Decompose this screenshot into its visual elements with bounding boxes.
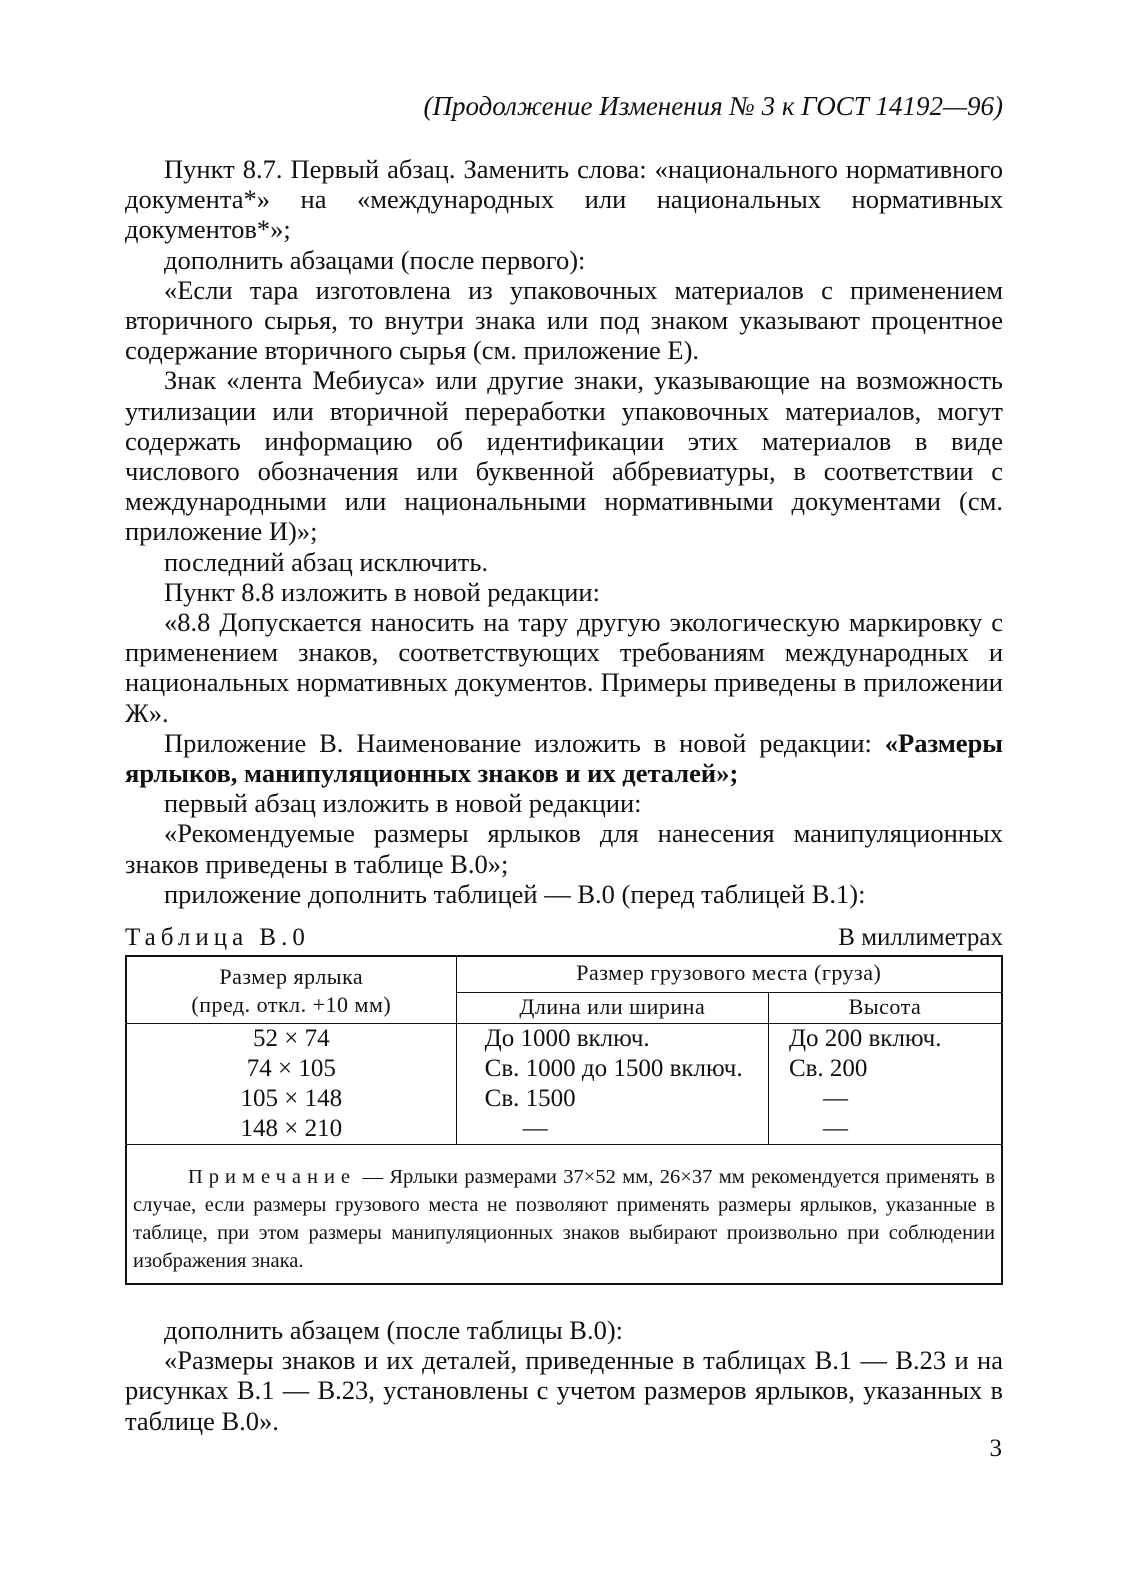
document-page bbox=[125, 88, 1003, 1436]
paragraph: «Если тара изготовлена из упаковочных материалов с применением вторичного сырья, то внутри знака или под знаком указывают процентное содержание вторичного сырья (см. приложение Е). bbox=[125, 274, 1003, 366]
paragraph: последний абзац исключить. bbox=[164, 546, 489, 577]
table-cell: Св. 200 bbox=[788, 1055, 868, 1083]
note-text: — Ярлыки размерами 37×52 мм, 26×37 мм рекомендуется применять в случае, если размеры грузового места не позволяют применять размеры ярлыков, указанные в таблице, при этом размеры манипуляционных знаков выбирают произвольно при соблюдении изображения знака. bbox=[133, 1166, 995, 1273]
paragraph: «8.8 Допускается наносить на тару другую экологическую маркировку с применением знаков, соответствующих требованиям международных и национальных нормативных документов. Примеры приведены в приложении Ж». bbox=[125, 607, 1003, 728]
table-cell: До 200 включ. bbox=[788, 1025, 942, 1053]
top-paragraphs bbox=[125, 154, 1003, 909]
paragraph: «Размеры знаков и их деталей, приведенные в таблицах В.1 — В.23 и на рисунках В.1 — В.23, установлены с учетом размеров ярлыков, указанных в таблице В.0». bbox=[125, 1345, 1003, 1436]
header-height: Высота bbox=[768, 992, 1002, 1023]
table-caption-row bbox=[125, 923, 1003, 953]
table-cell: — bbox=[822, 1085, 848, 1113]
paragraph: Знак «лента Мебиуса» или другие знаки, указывающие на возможность утилизации или вторичной переработки упаковочных материалов, могут содержать информацию об идентификации этих материалов в виде числового обозначения или буквенной аббревиатуры, в соответствии с международными или национальными нормативными документами (см. приложение И)»; bbox=[125, 365, 1003, 547]
header-label-size bbox=[126, 956, 456, 1024]
table-cell: 52 × 74 bbox=[253, 1025, 330, 1053]
header-label-size-line2: (пред. откл. +10 мм) bbox=[191, 992, 392, 1018]
header-label-size-line1: Размер ярлыка bbox=[219, 964, 364, 990]
paragraph: Пункт 8.8 изложить в новой редакции: bbox=[164, 576, 600, 607]
appendix-title-bold: «Размеры ярлыков, манипуляционных знаков и их деталей»; bbox=[125, 727, 1003, 789]
table-units: В миллиметрах bbox=[838, 924, 1003, 952]
header-length: Длина или ширина bbox=[456, 992, 768, 1023]
table-note bbox=[133, 1163, 995, 1275]
page-header: (Продолжение Изменения № 3 к ГОСТ 14192—96) bbox=[423, 91, 1003, 121]
length-column bbox=[456, 1024, 768, 1145]
table-cell: 74 × 105 bbox=[246, 1055, 336, 1083]
height-column bbox=[768, 1024, 1002, 1145]
table-cell: Св. 1500 bbox=[484, 1085, 576, 1113]
paragraph: Пункт 8.7. Первый абзац. Заменить слова: «национального нормативного документа*» на «международных или национальных нормативных документов*»; bbox=[125, 154, 1003, 245]
table-cell: — bbox=[522, 1115, 548, 1143]
table-caption: Таблица В.0 bbox=[125, 924, 310, 952]
header-cargo-size: Размер грузового места (груза) bbox=[456, 956, 1002, 992]
appendix-text: Приложение В. Наименование изложить в новой редакции: bbox=[164, 727, 885, 758]
note-label: Примечание bbox=[188, 1166, 357, 1189]
table-cell: Св. 1000 до 1500 включ. bbox=[484, 1055, 743, 1083]
paragraph: приложение дополнить таблицей — В.0 (перед таблицей В.1): bbox=[164, 878, 866, 909]
paragraph: «Рекомендуемые размеры ярлыков для нанесения манипуляционных знаков приведены в таблице В.0»; bbox=[125, 818, 1003, 879]
table-cell: — bbox=[822, 1115, 848, 1143]
table-note-cell bbox=[126, 1145, 1002, 1285]
label-size-column bbox=[126, 1024, 456, 1145]
paragraph: дополнить абзацами (после первого): bbox=[164, 244, 586, 275]
appendix-paragraph bbox=[125, 728, 1003, 788]
paragraph: дополнить абзацем (после таблицы В.0): bbox=[164, 1315, 624, 1346]
page-number: 3 bbox=[989, 1435, 1002, 1462]
bottom-paragraphs bbox=[125, 1315, 1003, 1436]
table-b0 bbox=[125, 955, 1003, 1285]
table-cell: 148 × 210 bbox=[240, 1115, 343, 1143]
table-cell: 105 × 148 bbox=[240, 1085, 343, 1113]
table-cell: До 1000 включ. bbox=[484, 1025, 650, 1053]
paragraph: первый абзац изложить в новой редакции: bbox=[164, 788, 642, 819]
